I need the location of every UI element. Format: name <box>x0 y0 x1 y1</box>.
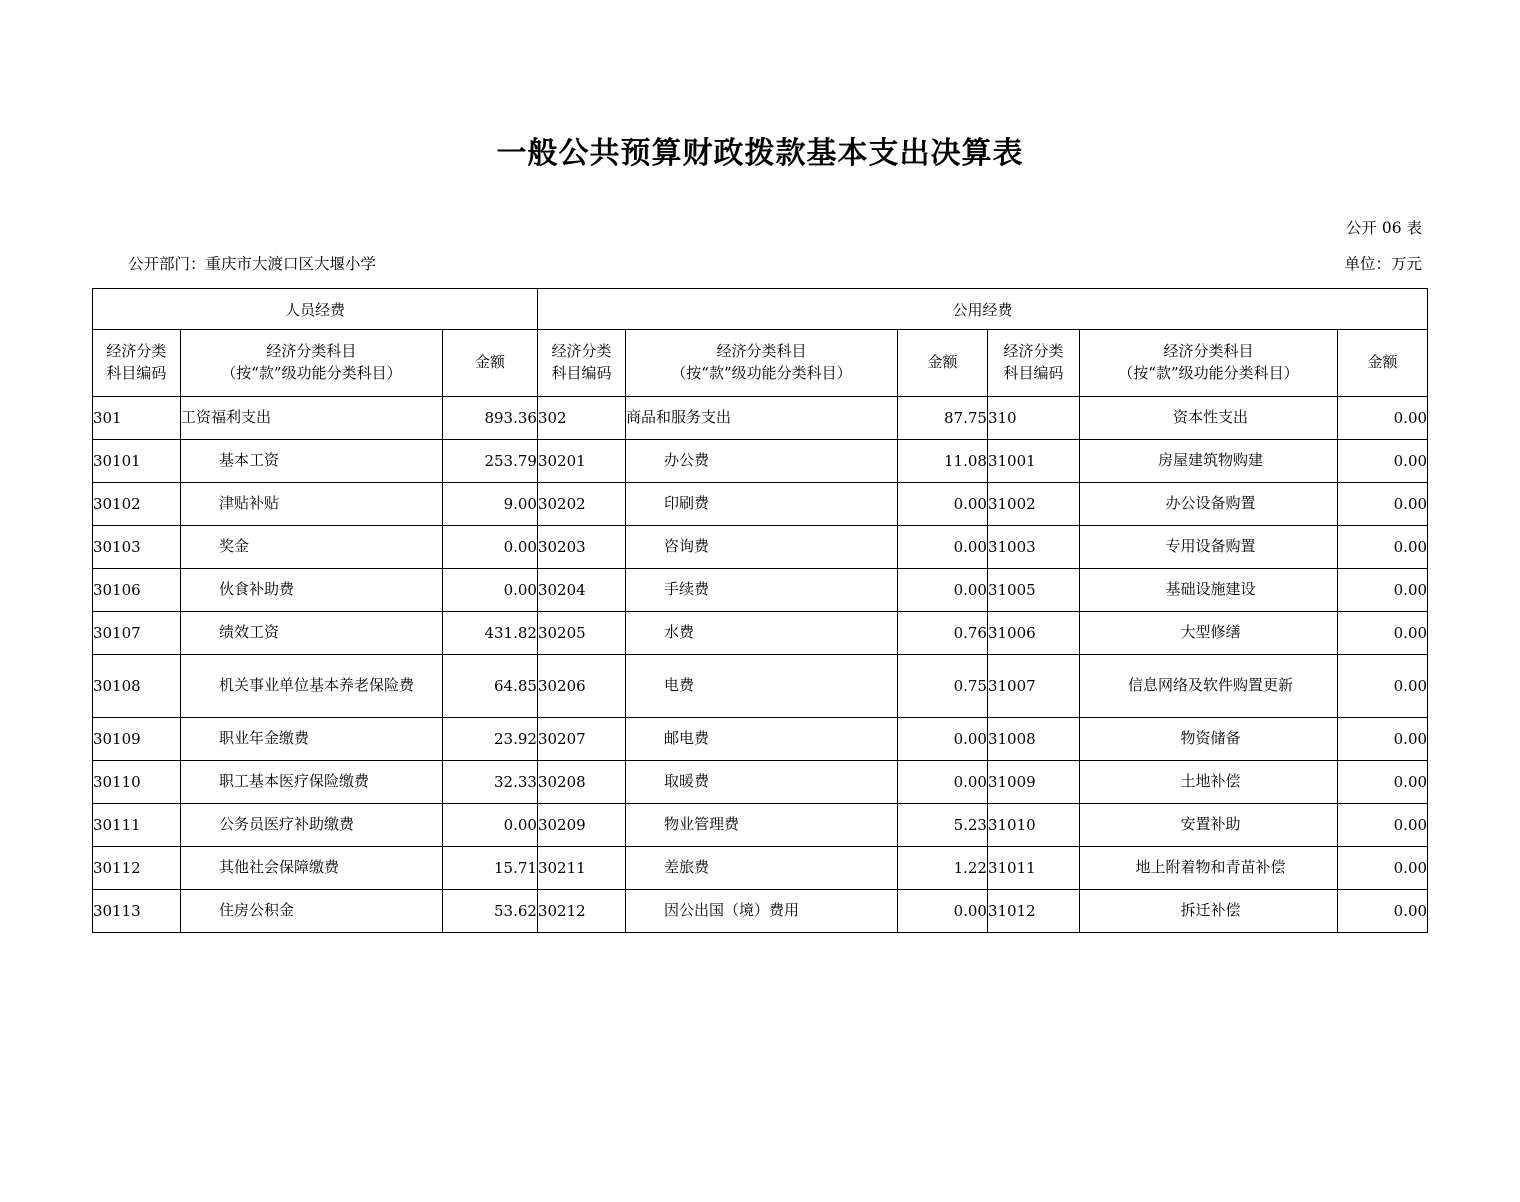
cell-subject: 机关事业单位基本养老保险费 <box>180 655 442 718</box>
cell-subject: 公务员医疗补助缴费 <box>180 804 442 847</box>
cell-subject: 土地补偿 <box>1079 761 1337 804</box>
cell-amount: 0.00 <box>1337 804 1427 847</box>
cell-code: 31012 <box>987 890 1079 933</box>
cell-amount: 431.82 <box>442 612 537 655</box>
cell-code: 30108 <box>92 655 180 718</box>
cell-subject: 取暖费 <box>625 761 897 804</box>
cell-amount: 9.00 <box>442 483 537 526</box>
cell-amount: 87.75 <box>897 397 987 440</box>
unit-label: 单位：万元 <box>1344 255 1422 273</box>
column-header-subject-line2: （按“款”级功能分类科目） <box>671 364 852 382</box>
meta-row <box>0 252 1520 276</box>
cell-amount: 53.62 <box>442 890 537 933</box>
form-number: 公开 06 表 <box>1345 219 1422 237</box>
cell-code: 31006 <box>987 612 1079 655</box>
cell-code: 31010 <box>987 804 1079 847</box>
table-header <box>92 289 1427 397</box>
cell-code: 30205 <box>537 612 625 655</box>
cell-subject: 水费 <box>625 612 897 655</box>
cell-code: 30101 <box>92 440 180 483</box>
page-title: 一般公共预算财政拨款基本支出决算表 <box>496 136 1024 171</box>
cell-code: 30202 <box>537 483 625 526</box>
cell-code: 31009 <box>987 761 1079 804</box>
column-header-code-line1: 经济分类 <box>1003 342 1064 361</box>
column-header-subject-line1: 经济分类科目 <box>266 342 357 361</box>
table-row <box>92 612 1427 655</box>
cell-subject: 手续费 <box>625 569 897 612</box>
cell-code: 30107 <box>92 612 180 655</box>
cell-amount: 253.79 <box>442 440 537 483</box>
cell-amount: 5.23 <box>897 804 987 847</box>
group-header-personnel: 人员经费 <box>92 289 537 330</box>
document-page <box>0 128 1520 1202</box>
cell-amount: 0.00 <box>1337 655 1427 718</box>
table-row <box>92 761 1427 804</box>
cell-subject: 津贴补贴 <box>180 483 442 526</box>
column-header-amount-3: 金额 <box>1337 330 1427 397</box>
cell-amount: 0.00 <box>442 569 537 612</box>
cell-subject: 基础设施建设 <box>1079 569 1337 612</box>
cell-code: 30106 <box>92 569 180 612</box>
cell-amount: 0.00 <box>897 483 987 526</box>
cell-subject: 信息网络及软件购置更新 <box>1079 655 1337 718</box>
column-header-code-line1: 经济分类 <box>106 342 167 361</box>
cell-amount: 0.00 <box>442 526 537 569</box>
cell-amount: 0.00 <box>897 718 987 761</box>
cell-amount: 0.00 <box>1337 612 1427 655</box>
column-header-subject-line1: 经济分类科目 <box>716 342 807 361</box>
cell-code: 30110 <box>92 761 180 804</box>
cell-subject: 拆迁补偿 <box>1079 890 1337 933</box>
group-header-row <box>92 289 1427 330</box>
table-row <box>92 718 1427 761</box>
cell-code: 31001 <box>987 440 1079 483</box>
column-header-code-line2: 科目编码 <box>106 364 167 382</box>
budget-table <box>92 288 1428 933</box>
cell-subject: 其他社会保障缴费 <box>180 847 442 890</box>
cell-code: 31008 <box>987 718 1079 761</box>
cell-code: 30201 <box>537 440 625 483</box>
cell-code: 30204 <box>537 569 625 612</box>
column-header-subject-2 <box>625 330 897 397</box>
department-label: 公开部门：重庆市大渡口区大堰小学 <box>128 255 377 273</box>
column-header-subject-line1: 经济分类科目 <box>1163 342 1254 361</box>
cell-amount: 0.00 <box>1337 526 1427 569</box>
cell-amount: 1.22 <box>897 847 987 890</box>
cell-amount: 23.92 <box>442 718 537 761</box>
cell-subject: 商品和服务支出 <box>625 397 897 440</box>
cell-amount: 0.00 <box>1337 397 1427 440</box>
cell-code: 30206 <box>537 655 625 718</box>
cell-code: 302 <box>537 397 625 440</box>
column-header-code-line1: 经济分类 <box>551 342 612 361</box>
cell-amount: 0.00 <box>1337 847 1427 890</box>
cell-amount: 15.71 <box>442 847 537 890</box>
cell-code: 30212 <box>537 890 625 933</box>
group-header-public: 公用经费 <box>537 289 1427 330</box>
table-row <box>92 890 1427 933</box>
cell-subject: 办公费 <box>625 440 897 483</box>
cell-amount: 0.00 <box>897 890 987 933</box>
cell-subject: 物资储备 <box>1079 718 1337 761</box>
cell-amount: 0.75 <box>897 655 987 718</box>
column-header-code-line2: 科目编码 <box>551 364 612 382</box>
table-row <box>92 526 1427 569</box>
cell-amount: 64.85 <box>442 655 537 718</box>
cell-amount: 0.00 <box>897 761 987 804</box>
cell-subject: 专用设备购置 <box>1079 526 1337 569</box>
cell-subject: 地上附着物和青苗补偿 <box>1079 847 1337 890</box>
cell-code: 31007 <box>987 655 1079 718</box>
column-header-amount-2: 金额 <box>897 330 987 397</box>
column-header-subject-3 <box>1079 330 1337 397</box>
table-row <box>92 569 1427 612</box>
cell-code: 301 <box>92 397 180 440</box>
cell-subject: 工资福利支出 <box>180 397 442 440</box>
cell-subject: 职工基本医疗保险缴费 <box>180 761 442 804</box>
cell-subject: 基本工资 <box>180 440 442 483</box>
column-header-code-2 <box>537 330 625 397</box>
cell-amount: 0.00 <box>1337 761 1427 804</box>
table-row <box>92 397 1427 440</box>
cell-amount: 0.00 <box>442 804 537 847</box>
cell-subject: 奖金 <box>180 526 442 569</box>
cell-code: 30209 <box>537 804 625 847</box>
form-number-row <box>0 216 1520 238</box>
cell-code: 30208 <box>537 761 625 804</box>
column-header-row <box>92 330 1427 397</box>
cell-subject: 房屋建筑物购建 <box>1079 440 1337 483</box>
cell-subject: 邮电费 <box>625 718 897 761</box>
cell-subject: 伙食补助费 <box>180 569 442 612</box>
cell-subject: 绩效工资 <box>180 612 442 655</box>
cell-code: 310 <box>987 397 1079 440</box>
table-body <box>92 397 1427 933</box>
table-row <box>92 655 1427 718</box>
column-header-subject-line2: （按“款”级功能分类科目） <box>221 364 402 382</box>
cell-code: 30109 <box>92 718 180 761</box>
cell-amount: 0.00 <box>1337 440 1427 483</box>
cell-amount: 0.00 <box>1337 890 1427 933</box>
cell-amount: 0.76 <box>897 612 987 655</box>
cell-code: 30102 <box>92 483 180 526</box>
cell-code: 30203 <box>537 526 625 569</box>
cell-subject: 因公出国（境）费用 <box>625 890 897 933</box>
cell-subject: 职业年金缴费 <box>180 718 442 761</box>
table-row <box>92 847 1427 890</box>
cell-amount: 0.00 <box>1337 718 1427 761</box>
cell-subject: 咨询费 <box>625 526 897 569</box>
cell-subject: 差旅费 <box>625 847 897 890</box>
column-header-subject-1 <box>180 330 442 397</box>
cell-code: 31002 <box>987 483 1079 526</box>
cell-subject: 电费 <box>625 655 897 718</box>
column-header-subject-line2: （按“款”级功能分类科目） <box>1118 364 1299 382</box>
cell-code: 30211 <box>537 847 625 890</box>
cell-code: 31005 <box>987 569 1079 612</box>
cell-amount: 0.00 <box>897 526 987 569</box>
cell-code: 30207 <box>537 718 625 761</box>
cell-subject: 物业管理费 <box>625 804 897 847</box>
cell-subject: 印刷费 <box>625 483 897 526</box>
cell-subject: 资本性支出 <box>1079 397 1337 440</box>
cell-subject: 安置补助 <box>1079 804 1337 847</box>
table-row <box>92 440 1427 483</box>
cell-amount: 0.00 <box>1337 483 1427 526</box>
cell-code: 31011 <box>987 847 1079 890</box>
cell-amount: 893.36 <box>442 397 537 440</box>
column-header-amount-1: 金额 <box>442 330 537 397</box>
table-row <box>92 483 1427 526</box>
cell-amount: 0.00 <box>897 569 987 612</box>
cell-amount: 11.08 <box>897 440 987 483</box>
column-header-code-3 <box>987 330 1079 397</box>
cell-subject: 大型修缮 <box>1079 612 1337 655</box>
column-header-code-line2: 科目编码 <box>1003 364 1064 382</box>
column-header-code-1 <box>92 330 180 397</box>
cell-code: 31003 <box>987 526 1079 569</box>
cell-code: 30111 <box>92 804 180 847</box>
cell-subject: 住房公积金 <box>180 890 442 933</box>
cell-code: 30103 <box>92 526 180 569</box>
cell-code: 30112 <box>92 847 180 890</box>
cell-subject: 办公设备购置 <box>1079 483 1337 526</box>
cell-amount: 0.00 <box>1337 569 1427 612</box>
table-row <box>92 804 1427 847</box>
cell-code: 30113 <box>92 890 180 933</box>
cell-amount: 32.33 <box>442 761 537 804</box>
